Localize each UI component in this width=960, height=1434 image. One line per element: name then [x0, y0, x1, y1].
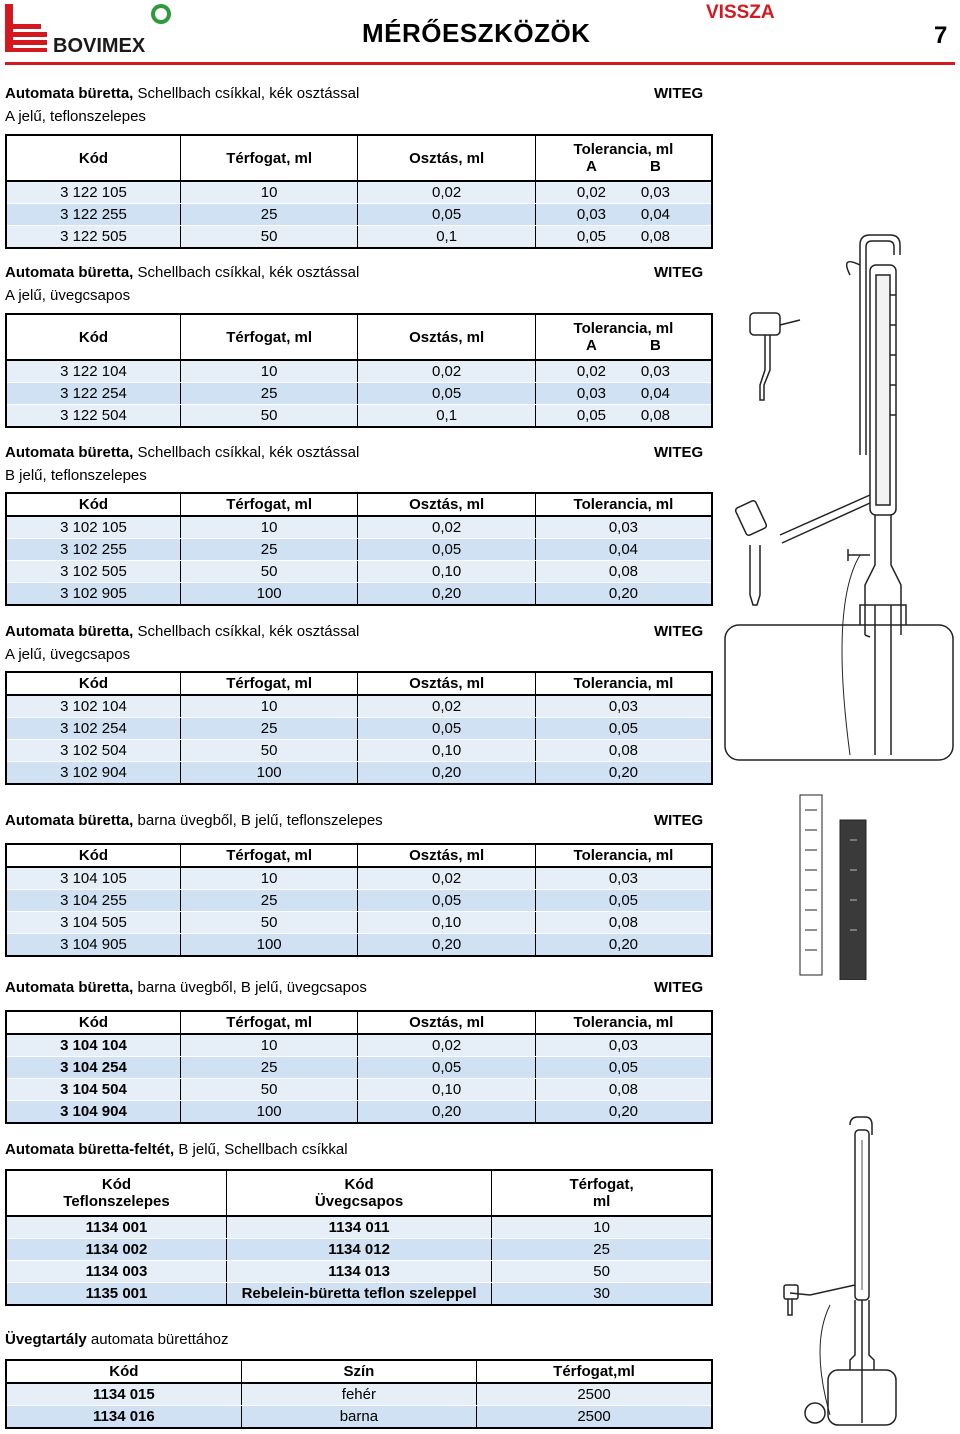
- back-link[interactable]: VISSZA: [706, 2, 775, 23]
- col-header: Kód: [6, 1011, 180, 1034]
- section-title: Automata büretta, barna üvegből, B jelű, üvegcsapos: [5, 979, 367, 996]
- col-header: Osztás, ml: [358, 1011, 535, 1034]
- col-header: Szín: [241, 1360, 476, 1383]
- section-subtitle: A jelű, üvegcsapos: [5, 646, 131, 663]
- table-row: 3 104 105 10 0,02 0,03: [6, 867, 712, 890]
- table-row: 1134 003 1134 013 50: [6, 1261, 712, 1283]
- brand-label: WITEG: [654, 85, 704, 102]
- col-header: Osztás, ml: [358, 135, 535, 181]
- col-header: Kód: [6, 135, 180, 181]
- col-header: Kód Üvegcsapos: [226, 1170, 491, 1216]
- table-row: 3 104 255 25 0,05 0,05: [6, 890, 712, 912]
- col-header: Tolerancia, ml: [535, 672, 712, 695]
- table-row: 3 102 504 50 0,10 0,08: [6, 740, 712, 762]
- col-header: Tolerancia, ml A B: [535, 135, 712, 181]
- table-row: 3 122 104 10 0,02 0,02 0,03: [6, 360, 712, 383]
- brand-label: WITEG: [654, 979, 704, 996]
- col-header: Térfogat, ml: [180, 135, 358, 181]
- col-header: Tolerancia, ml A B: [535, 314, 712, 360]
- table-row: 1134 002 1134 012 25: [6, 1239, 712, 1261]
- section-subtitle: A jelű, teflonszelepes: [5, 108, 146, 125]
- section-subtitle: A jelű, üvegcsapos: [5, 287, 131, 304]
- product-table: [5, 843, 713, 957]
- brand-label: WITEG: [654, 623, 704, 640]
- section-title: Automata büretta, Schellbach csíkkal, kék osztással: [5, 85, 360, 102]
- bovimex-logo: [5, 2, 173, 58]
- col-header: Térfogat, ml: [180, 314, 358, 360]
- header-divider: [5, 62, 955, 65]
- table-row: 3 102 255 25 0,05 0,04: [6, 539, 712, 561]
- col-header: Kód: [6, 493, 180, 516]
- col-header: Kód Teflonszelepes: [6, 1170, 226, 1216]
- table-row: 3 122 255 25 0,05 0,03 0,04: [6, 204, 712, 226]
- table-row: 3 122 504 50 0,1 0,05 0,08: [6, 405, 712, 428]
- section-title: Automata büretta-feltét, B jelű, Schellbach csíkkal: [5, 1141, 348, 1158]
- col-header: Térfogat, ml: [492, 1170, 712, 1216]
- product-table: [5, 1169, 713, 1306]
- col-header: Osztás, ml: [358, 672, 535, 695]
- svg-text:BOVIMEX: BOVIMEX: [53, 35, 146, 57]
- section-title: Automata büretta, Schellbach csíkkal, kék osztással: [5, 444, 360, 461]
- section-title: Automata büretta, Schellbach csíkkal, kék osztással: [5, 623, 360, 640]
- section-subtitle: B jelű, teflonszelepes: [5, 467, 147, 484]
- table-row: 3 102 904 100 0,20 0,20: [6, 762, 712, 785]
- table-row: 3 122 505 50 0,1 0,05 0,08: [6, 226, 712, 249]
- brand-label: WITEG: [654, 812, 704, 829]
- table-row: 3 104 504 50 0,10 0,08: [6, 1079, 712, 1101]
- col-header: Kód: [6, 844, 180, 867]
- col-header: Osztás, ml: [358, 844, 535, 867]
- product-table: [5, 671, 713, 785]
- col-header: Tolerancia, ml: [535, 844, 712, 867]
- table-row: 3 104 104 10 0,02 0,03: [6, 1034, 712, 1057]
- table-row: 1134 015 fehér 2500: [6, 1383, 712, 1406]
- table-row: 3 122 254 25 0,05 0,03 0,04: [6, 383, 712, 405]
- product-table: [5, 1010, 713, 1124]
- col-header: Térfogat, ml: [180, 1011, 358, 1034]
- burette-attachment-drawing: [770, 1115, 915, 1430]
- section-title: Automata büretta, barna üvegből, B jelű, teflonszelepes: [5, 812, 383, 829]
- col-header: Osztás, ml: [358, 314, 535, 360]
- section-title: Automata büretta, Schellbach csíkkal, kék osztással: [5, 264, 360, 281]
- col-header: Térfogat,ml: [477, 1360, 712, 1383]
- burette-with-reservoir-drawing: [720, 225, 955, 765]
- table-row: 3 104 505 50 0,10 0,08: [6, 912, 712, 934]
- col-header: Tolerancia, ml: [535, 493, 712, 516]
- table-row: 1135 001 Rebelein-büretta teflon szeleppel 30: [6, 1283, 712, 1306]
- col-header: Térfogat, ml: [180, 672, 358, 695]
- product-table: [5, 492, 713, 606]
- table-row: 3 102 254 25 0,05 0,05: [6, 718, 712, 740]
- col-header: Tolerancia, ml: [535, 1011, 712, 1034]
- table-row: 1134 016 barna 2500: [6, 1406, 712, 1429]
- table-row: 3 102 505 50 0,10 0,08: [6, 561, 712, 583]
- page-header: [0, 0, 960, 66]
- col-header: Kód: [6, 1360, 241, 1383]
- table-row: 1134 001 1134 011 10: [6, 1216, 712, 1239]
- col-header: Kód: [6, 314, 180, 360]
- col-header: Térfogat, ml: [180, 493, 358, 516]
- table-row: 3 122 105 10 0,02 0,02 0,03: [6, 181, 712, 204]
- page-title: MÉRŐESZKÖZÖK: [362, 18, 591, 48]
- col-header: Osztás, ml: [358, 493, 535, 516]
- section-title: Üvegtartály automata bürettához: [5, 1331, 229, 1348]
- page-number: 7: [934, 22, 948, 49]
- product-table: [5, 313, 713, 428]
- col-header: Térfogat, ml: [180, 844, 358, 867]
- table-row: 3 102 105 10 0,02 0,03: [6, 516, 712, 539]
- product-table: [5, 134, 713, 249]
- product-table: [5, 1359, 713, 1429]
- table-row: 3 102 104 10 0,02 0,03: [6, 695, 712, 718]
- table-row: 3 102 905 100 0,20 0,20: [6, 583, 712, 606]
- col-header: Kód: [6, 672, 180, 695]
- brand-label: WITEG: [654, 444, 704, 461]
- brand-label: WITEG: [654, 264, 704, 281]
- table-row: 3 104 254 25 0,05 0,05: [6, 1057, 712, 1079]
- table-row: 3 104 905 100 0,20 0,20: [6, 934, 712, 957]
- brown-burette-drawing: [795, 790, 875, 980]
- table-row: 3 104 904 100 0,20 0,20: [6, 1101, 712, 1124]
